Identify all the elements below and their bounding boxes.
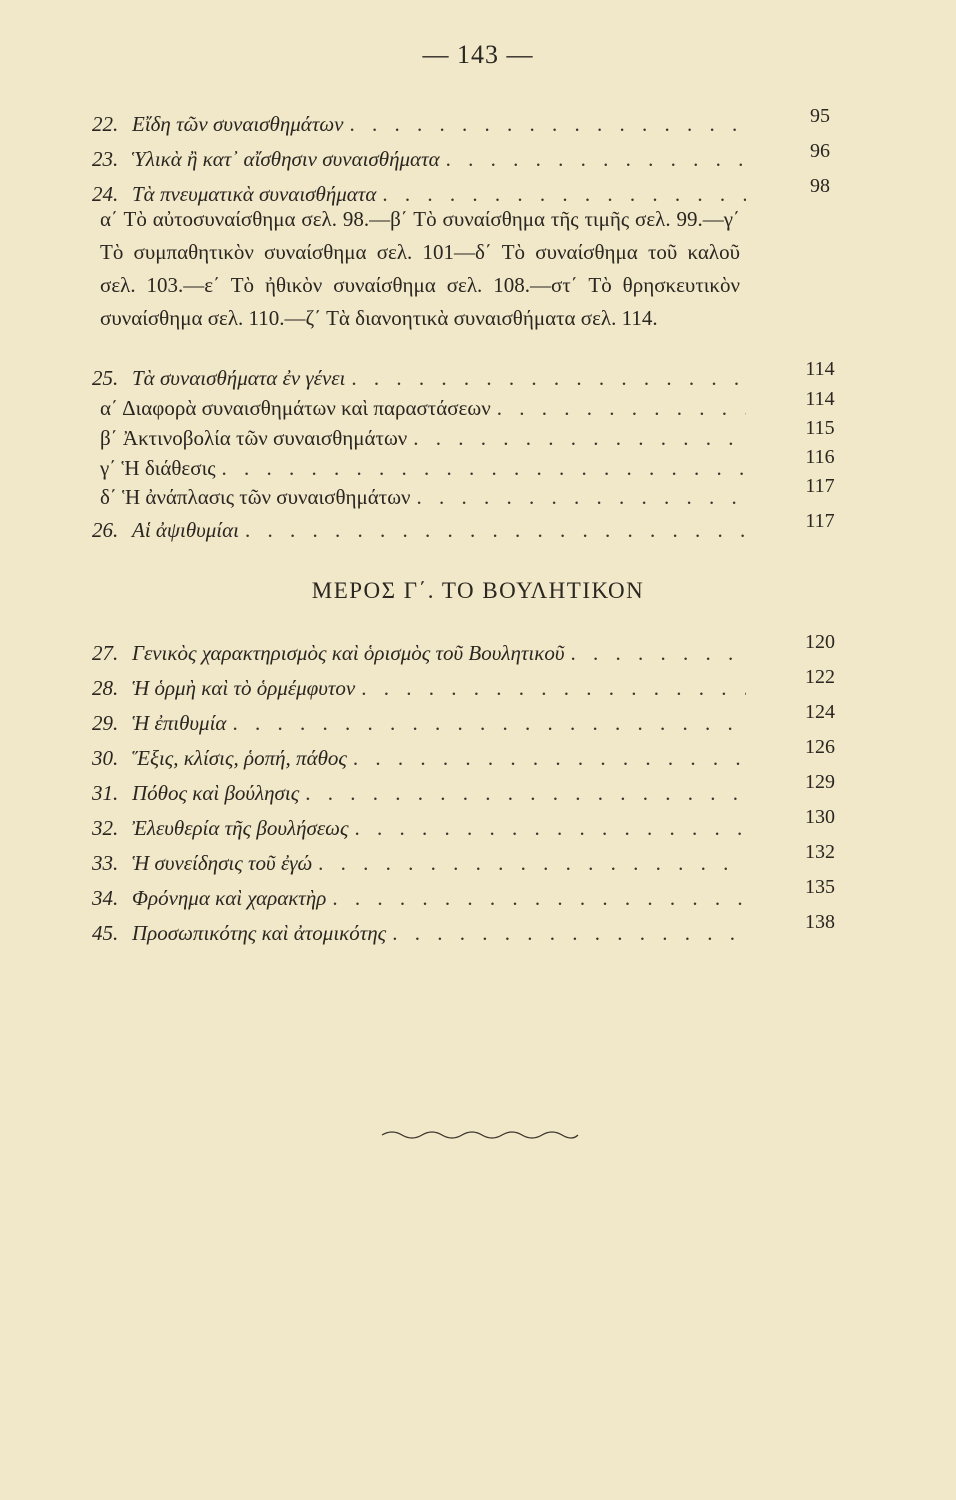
entry-title: Ἡ ἐπιθυμία xyxy=(132,711,227,735)
entry-page: 117 xyxy=(805,510,835,532)
entry-title: Γενικὸς χαρακτηρισμὸς καὶ ὁρισμὸς τοῦ Βουλητικοῦ xyxy=(132,641,565,665)
entry-page: 138 xyxy=(805,911,835,933)
entry-title: Πόθος καὶ βούλησις xyxy=(132,781,300,805)
toc-entry-29 xyxy=(92,711,746,736)
entry-page: 124 xyxy=(805,701,835,723)
entry-number: 27. xyxy=(92,641,119,665)
entry-page: 115 xyxy=(805,417,835,439)
entry-number: 24. xyxy=(92,182,119,206)
toc-entry-45 xyxy=(92,921,746,946)
subentry-title: β΄ Ἀκτινοβολία τῶν συναισθημάτων xyxy=(100,426,408,450)
entry-number: 29. xyxy=(92,711,119,735)
entry-title: Ἐλευθερία τῆς βουλήσεως xyxy=(132,816,349,840)
dot-leader xyxy=(332,886,746,911)
entry-number: 45. xyxy=(92,921,119,945)
entry-page: 114 xyxy=(805,358,835,380)
dot-leader xyxy=(413,426,746,451)
subentry-title: δ΄ Ἡ ἀνάπλασις τῶν συναισθημάτων xyxy=(100,485,411,509)
entry-title: Αἱ ἀψιθυμίαι xyxy=(132,518,239,542)
entry-page: 132 xyxy=(805,841,835,863)
entry-page: 117 xyxy=(805,475,835,497)
dot-leader xyxy=(446,147,746,172)
dot-leader xyxy=(417,485,746,510)
entry-number: 33. xyxy=(92,851,119,875)
entry-title: Ἡ συνείδησις τοῦ ἐγώ xyxy=(132,851,313,875)
dot-leader xyxy=(305,781,746,806)
entry-title: Ἡ ὁρμὴ καὶ τὸ ὁρμέμφυτον xyxy=(132,676,356,700)
toc-entry-25 xyxy=(92,366,746,391)
toc-entry-30 xyxy=(92,746,746,771)
entry-number: 25. xyxy=(92,366,119,390)
toc-entry-27 xyxy=(92,641,746,666)
dot-leader xyxy=(361,676,746,701)
entry-title: Εἴδη τῶν συναισθημάτων xyxy=(132,112,344,136)
toc-entry-22 xyxy=(92,112,746,137)
dot-leader xyxy=(350,112,747,137)
entry-page: 130 xyxy=(805,806,835,828)
dot-leader xyxy=(354,816,746,841)
toc-subentry-25c xyxy=(100,456,746,481)
dot-leader xyxy=(497,396,746,421)
subentry-title: γ΄ Ἡ διάθεσις xyxy=(100,456,216,480)
part-heading: ΜΕΡΟΣ Γ΄. ΤΟ ΒΟΥΛΗΤΙΚΟΝ xyxy=(311,578,645,603)
toc-entry-23 xyxy=(92,147,746,172)
entry-title: Τὰ συναισθήματα ἐν γένει xyxy=(132,366,346,390)
dot-leader xyxy=(222,456,746,481)
toc-entry-34 xyxy=(92,886,746,911)
entry-title: Τὰ πνευματικὰ συναισθήματα xyxy=(132,182,377,206)
toc-entry-26 xyxy=(92,518,746,543)
entry-page: 95 xyxy=(810,105,830,127)
entry-title: Ὑλικὰ ἢ κατ᾿ αἴσθησιν συναισθήματα xyxy=(132,147,440,171)
entry-number: 34. xyxy=(92,886,119,910)
entry-page: 96 xyxy=(810,140,830,162)
toc-subentry-25d xyxy=(100,485,746,510)
entry-number: 26. xyxy=(92,518,119,542)
entry-page: 98 xyxy=(810,175,830,197)
dot-leader xyxy=(318,851,746,876)
toc-entry-33 xyxy=(92,851,746,876)
entry-page: 120 xyxy=(805,631,835,653)
entry-title: Φρόνημα καὶ χαρακτὴρ xyxy=(132,886,327,910)
toc-entry-31 xyxy=(92,781,746,806)
dot-leader xyxy=(392,921,746,946)
dot-leader xyxy=(245,518,746,543)
toc-entry-28 xyxy=(92,676,746,701)
entry-page: 122 xyxy=(805,666,835,688)
page-number: — 143 — xyxy=(422,40,534,69)
wavy-rule-ornament xyxy=(380,1128,580,1142)
dot-leader xyxy=(570,641,746,666)
entry-24-subsections: α΄ Τὸ αὐτοσυναίσθημα σελ. 98.—β΄ Τὸ συναίσθημα τῆς τιμῆς σελ. 99.—γ΄ Τὸ συμπαθητικὸν συναίσθημα σελ. 101—δ΄ Τὸ συναίσθημα τοῦ καλοῦ σελ. 103.—ε΄ Τὸ ἠθικὸν συναίσθημα σελ. 108.—στ΄ Τὸ θρησκευτικὸν συναίσθημα σελ. 110.—ζ΄ Τὰ διανοητικὰ συναισθήματα σελ. 114. xyxy=(100,207,740,330)
dot-leader xyxy=(232,711,746,736)
entry-page: 126 xyxy=(805,736,835,758)
subentry-title: α΄ Διαφορὰ συναισθημάτων καὶ παραστάσεων xyxy=(100,396,491,420)
entry-number: 30. xyxy=(92,746,119,770)
toc-subentry-25a xyxy=(100,396,746,421)
entry-page: 129 xyxy=(805,771,835,793)
entry-page: 114 xyxy=(805,388,835,410)
entry-page: 135 xyxy=(805,876,835,898)
entry-title: Προσωπικότης καὶ ἀτομικότης xyxy=(132,921,387,945)
entry-number: 31. xyxy=(92,781,119,805)
toc-subentry-25b xyxy=(100,426,746,451)
entry-title: Ἕξις, κλίσις, ῥοπή, πάθος xyxy=(132,746,347,770)
entry-number: 23. xyxy=(92,147,119,171)
entry-number: 22. xyxy=(92,112,119,136)
dot-leader xyxy=(353,746,746,771)
dot-leader xyxy=(351,366,746,391)
toc-entry-32 xyxy=(92,816,746,841)
entry-number: 32. xyxy=(92,816,119,840)
entry-page: 116 xyxy=(805,446,835,468)
entry-number: 28. xyxy=(92,676,119,700)
